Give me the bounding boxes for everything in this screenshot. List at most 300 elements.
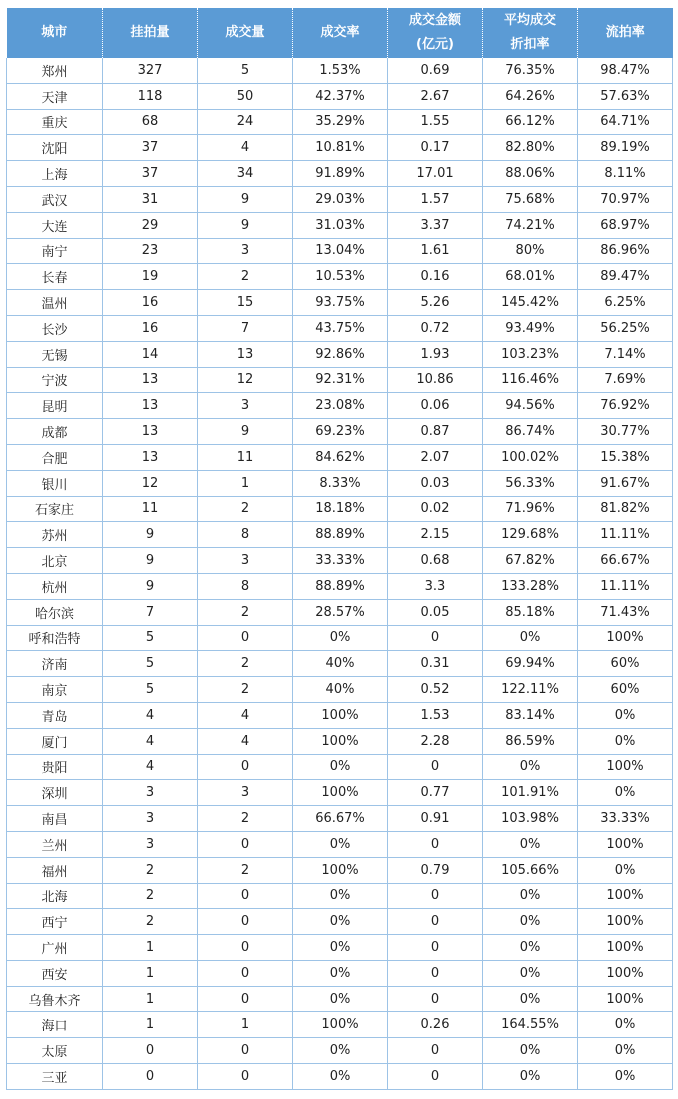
cell-unsold-rate: 98.47% bbox=[578, 58, 673, 83]
cell-city: 苏州 bbox=[7, 522, 103, 548]
cell-city: 海口 bbox=[7, 1012, 103, 1038]
cell-listed-count: 12 bbox=[103, 470, 198, 496]
cell-deal-count: 2 bbox=[198, 651, 293, 677]
city-auction-table bbox=[6, 8, 673, 1090]
cell-deal-amount: 1.61 bbox=[388, 238, 483, 264]
cell-listed-count: 5 bbox=[103, 651, 198, 677]
header-label-line: 挂拍量 bbox=[130, 25, 170, 40]
cell-listed-count: 31 bbox=[103, 186, 198, 212]
cell-avg-discount-rate: 145.42% bbox=[483, 290, 578, 316]
cell-deal-amount: 0.69 bbox=[388, 58, 483, 83]
cell-listed-count: 16 bbox=[103, 315, 198, 341]
cell-deal-rate: 0% bbox=[293, 754, 388, 780]
cell-deal-rate: 100% bbox=[293, 728, 388, 754]
cell-deal-count: 7 bbox=[198, 315, 293, 341]
cell-deal-amount: 2.07 bbox=[388, 444, 483, 470]
cell-avg-discount-rate: 105.66% bbox=[483, 857, 578, 883]
table-row bbox=[7, 419, 673, 445]
cell-deal-amount: 0.05 bbox=[388, 599, 483, 625]
table-row bbox=[7, 986, 673, 1012]
cell-unsold-rate: 60% bbox=[578, 651, 673, 677]
cell-city: 三亚 bbox=[7, 1064, 103, 1090]
cell-avg-discount-rate: 88.06% bbox=[483, 161, 578, 187]
table-row bbox=[7, 1064, 673, 1090]
cell-unsold-rate: 57.63% bbox=[578, 83, 673, 109]
cell-avg-discount-rate: 83.14% bbox=[483, 702, 578, 728]
cell-deal-count: 9 bbox=[198, 419, 293, 445]
cell-unsold-rate: 7.14% bbox=[578, 341, 673, 367]
cell-city: 南昌 bbox=[7, 806, 103, 832]
cell-deal-rate: 69.23% bbox=[293, 419, 388, 445]
cell-deal-rate: 84.62% bbox=[293, 444, 388, 470]
cell-deal-count: 1 bbox=[198, 470, 293, 496]
table-row bbox=[7, 367, 673, 393]
table-row bbox=[7, 109, 673, 135]
cell-city: 昆明 bbox=[7, 393, 103, 419]
cell-deal-amount: 2.28 bbox=[388, 728, 483, 754]
cell-listed-count: 4 bbox=[103, 728, 198, 754]
table-row bbox=[7, 58, 673, 83]
cell-avg-discount-rate: 93.49% bbox=[483, 315, 578, 341]
cell-deal-count: 34 bbox=[198, 161, 293, 187]
cell-city: 深圳 bbox=[7, 780, 103, 806]
cell-deal-amount: 0.79 bbox=[388, 857, 483, 883]
cell-deal-amount: 3.3 bbox=[388, 573, 483, 599]
cell-deal-amount: 1.55 bbox=[388, 109, 483, 135]
cell-avg-discount-rate: 101.91% bbox=[483, 780, 578, 806]
table-body bbox=[7, 58, 673, 1089]
cell-city: 武汉 bbox=[7, 186, 103, 212]
cell-deal-amount: 5.26 bbox=[388, 290, 483, 316]
table-row bbox=[7, 909, 673, 935]
cell-unsold-rate: 100% bbox=[578, 986, 673, 1012]
table-row bbox=[7, 522, 673, 548]
table-row bbox=[7, 548, 673, 574]
table-row bbox=[7, 83, 673, 109]
table-row bbox=[7, 857, 673, 883]
cell-deal-count: 0 bbox=[198, 960, 293, 986]
cell-deal-amount: 17.01 bbox=[388, 161, 483, 187]
cell-avg-discount-rate: 0% bbox=[483, 625, 578, 651]
cell-deal-count: 0 bbox=[198, 935, 293, 961]
cell-deal-count: 0 bbox=[198, 883, 293, 909]
cell-avg-discount-rate: 0% bbox=[483, 754, 578, 780]
cell-city: 太原 bbox=[7, 1038, 103, 1064]
table-row bbox=[7, 831, 673, 857]
cell-city: 杭州 bbox=[7, 573, 103, 599]
cell-deal-amount: 0 bbox=[388, 909, 483, 935]
cell-avg-discount-rate: 82.80% bbox=[483, 135, 578, 161]
cell-avg-discount-rate: 69.94% bbox=[483, 651, 578, 677]
table-row bbox=[7, 238, 673, 264]
cell-deal-amount: 0.68 bbox=[388, 548, 483, 574]
cell-deal-amount: 0 bbox=[388, 1038, 483, 1064]
cell-avg-discount-rate: 64.26% bbox=[483, 83, 578, 109]
table-row bbox=[7, 444, 673, 470]
cell-unsold-rate: 15.38% bbox=[578, 444, 673, 470]
cell-deal-rate: 0% bbox=[293, 909, 388, 935]
cell-deal-amount: 0.72 bbox=[388, 315, 483, 341]
cell-listed-count: 19 bbox=[103, 264, 198, 290]
cell-city: 西宁 bbox=[7, 909, 103, 935]
cell-listed-count: 3 bbox=[103, 780, 198, 806]
cell-listed-count: 2 bbox=[103, 857, 198, 883]
cell-city: 宁波 bbox=[7, 367, 103, 393]
cell-city: 石家庄 bbox=[7, 496, 103, 522]
cell-avg-discount-rate: 164.55% bbox=[483, 1012, 578, 1038]
cell-city: 贵阳 bbox=[7, 754, 103, 780]
cell-deal-rate: 100% bbox=[293, 857, 388, 883]
cell-deal-amount: 0 bbox=[388, 1064, 483, 1090]
cell-deal-rate: 18.18% bbox=[293, 496, 388, 522]
cell-listed-count: 5 bbox=[103, 677, 198, 703]
cell-city: 温州 bbox=[7, 290, 103, 316]
cell-avg-discount-rate: 56.33% bbox=[483, 470, 578, 496]
cell-deal-count: 8 bbox=[198, 573, 293, 599]
cell-unsold-rate: 100% bbox=[578, 831, 673, 857]
cell-avg-discount-rate: 66.12% bbox=[483, 109, 578, 135]
cell-deal-count: 8 bbox=[198, 522, 293, 548]
cell-avg-discount-rate: 80% bbox=[483, 238, 578, 264]
cell-deal-count: 2 bbox=[198, 496, 293, 522]
cell-deal-count: 4 bbox=[198, 702, 293, 728]
cell-deal-rate: 0% bbox=[293, 986, 388, 1012]
cell-deal-count: 0 bbox=[198, 625, 293, 651]
cell-deal-amount: 0.52 bbox=[388, 677, 483, 703]
table-row bbox=[7, 754, 673, 780]
cell-unsold-rate: 8.11% bbox=[578, 161, 673, 187]
header-deal-rate bbox=[293, 8, 388, 58]
header-label-line: 平均成交 bbox=[503, 13, 556, 28]
cell-unsold-rate: 0% bbox=[578, 780, 673, 806]
cell-avg-discount-rate: 0% bbox=[483, 960, 578, 986]
cell-listed-count: 5 bbox=[103, 625, 198, 651]
cell-deal-rate: 0% bbox=[293, 831, 388, 857]
header-row bbox=[7, 8, 673, 58]
header-label-line: (亿元) bbox=[416, 37, 454, 52]
cell-deal-count: 2 bbox=[198, 857, 293, 883]
cell-unsold-rate: 33.33% bbox=[578, 806, 673, 832]
cell-listed-count: 2 bbox=[103, 909, 198, 935]
cell-deal-count: 3 bbox=[198, 548, 293, 574]
cell-unsold-rate: 76.92% bbox=[578, 393, 673, 419]
cell-deal-amount: 0 bbox=[388, 986, 483, 1012]
table-row bbox=[7, 883, 673, 909]
cell-city: 厦门 bbox=[7, 728, 103, 754]
cell-deal-amount: 0 bbox=[388, 754, 483, 780]
table-row bbox=[7, 470, 673, 496]
cell-listed-count: 3 bbox=[103, 831, 198, 857]
cell-unsold-rate: 0% bbox=[578, 1064, 673, 1090]
table-header bbox=[7, 8, 673, 58]
cell-unsold-rate: 11.11% bbox=[578, 573, 673, 599]
table-row bbox=[7, 212, 673, 238]
cell-deal-amount: 0.87 bbox=[388, 419, 483, 445]
cell-deal-rate: 88.89% bbox=[293, 573, 388, 599]
cell-city: 沈阳 bbox=[7, 135, 103, 161]
cell-deal-count: 3 bbox=[198, 238, 293, 264]
cell-unsold-rate: 0% bbox=[578, 857, 673, 883]
cell-avg-discount-rate: 116.46% bbox=[483, 367, 578, 393]
table-row bbox=[7, 341, 673, 367]
cell-unsold-rate: 64.71% bbox=[578, 109, 673, 135]
cell-unsold-rate: 86.96% bbox=[578, 238, 673, 264]
cell-listed-count: 7 bbox=[103, 599, 198, 625]
cell-avg-discount-rate: 86.74% bbox=[483, 419, 578, 445]
cell-unsold-rate: 71.43% bbox=[578, 599, 673, 625]
cell-deal-rate: 0% bbox=[293, 1064, 388, 1090]
cell-avg-discount-rate: 0% bbox=[483, 909, 578, 935]
cell-listed-count: 0 bbox=[103, 1038, 198, 1064]
header-label-line: 城市 bbox=[41, 25, 68, 40]
cell-deal-count: 11 bbox=[198, 444, 293, 470]
cell-avg-discount-rate: 103.98% bbox=[483, 806, 578, 832]
cell-city: 广州 bbox=[7, 935, 103, 961]
table-row bbox=[7, 290, 673, 316]
cell-listed-count: 2 bbox=[103, 883, 198, 909]
header-deal-amount bbox=[388, 8, 483, 58]
cell-deal-rate: 10.81% bbox=[293, 135, 388, 161]
cell-deal-amount: 0.06 bbox=[388, 393, 483, 419]
cell-deal-rate: 0% bbox=[293, 625, 388, 651]
cell-deal-count: 50 bbox=[198, 83, 293, 109]
header-label-line: 流拍率 bbox=[605, 25, 645, 40]
cell-listed-count: 118 bbox=[103, 83, 198, 109]
cell-deal-rate: 35.29% bbox=[293, 109, 388, 135]
cell-listed-count: 13 bbox=[103, 393, 198, 419]
cell-deal-amount: 0.26 bbox=[388, 1012, 483, 1038]
cell-unsold-rate: 70.97% bbox=[578, 186, 673, 212]
cell-listed-count: 1 bbox=[103, 986, 198, 1012]
cell-city: 福州 bbox=[7, 857, 103, 883]
cell-deal-rate: 8.33% bbox=[293, 470, 388, 496]
cell-deal-amount: 0.03 bbox=[388, 470, 483, 496]
cell-deal-count: 0 bbox=[198, 831, 293, 857]
cell-unsold-rate: 11.11% bbox=[578, 522, 673, 548]
cell-city: 青岛 bbox=[7, 702, 103, 728]
cell-city: 西安 bbox=[7, 960, 103, 986]
cell-deal-rate: 13.04% bbox=[293, 238, 388, 264]
cell-unsold-rate: 89.47% bbox=[578, 264, 673, 290]
cell-avg-discount-rate: 122.11% bbox=[483, 677, 578, 703]
cell-avg-discount-rate: 133.28% bbox=[483, 573, 578, 599]
cell-deal-count: 5 bbox=[198, 58, 293, 83]
table-row bbox=[7, 599, 673, 625]
header-label-line: 折扣率 bbox=[510, 37, 550, 52]
cell-deal-amount: 0 bbox=[388, 960, 483, 986]
cell-city: 南宁 bbox=[7, 238, 103, 264]
cell-avg-discount-rate: 67.82% bbox=[483, 548, 578, 574]
cell-unsold-rate: 0% bbox=[578, 728, 673, 754]
header-deal-count bbox=[198, 8, 293, 58]
cell-city: 兰州 bbox=[7, 831, 103, 857]
cell-deal-amount: 0 bbox=[388, 935, 483, 961]
cell-listed-count: 327 bbox=[103, 58, 198, 83]
cell-deal-rate: 33.33% bbox=[293, 548, 388, 574]
cell-city: 哈尔滨 bbox=[7, 599, 103, 625]
cell-deal-rate: 40% bbox=[293, 677, 388, 703]
table-row bbox=[7, 728, 673, 754]
cell-listed-count: 29 bbox=[103, 212, 198, 238]
table-row bbox=[7, 702, 673, 728]
cell-listed-count: 68 bbox=[103, 109, 198, 135]
cell-city: 呼和浩特 bbox=[7, 625, 103, 651]
cell-unsold-rate: 60% bbox=[578, 677, 673, 703]
cell-unsold-rate: 56.25% bbox=[578, 315, 673, 341]
cell-deal-amount: 1.93 bbox=[388, 341, 483, 367]
cell-city: 郑州 bbox=[7, 58, 103, 83]
cell-deal-count: 3 bbox=[198, 393, 293, 419]
cell-deal-rate: 29.03% bbox=[293, 186, 388, 212]
cell-avg-discount-rate: 0% bbox=[483, 935, 578, 961]
cell-listed-count: 13 bbox=[103, 367, 198, 393]
cell-deal-count: 2 bbox=[198, 677, 293, 703]
cell-city: 南京 bbox=[7, 677, 103, 703]
cell-city: 北京 bbox=[7, 548, 103, 574]
cell-city: 银川 bbox=[7, 470, 103, 496]
cell-listed-count: 37 bbox=[103, 135, 198, 161]
cell-deal-rate: 100% bbox=[293, 1012, 388, 1038]
cell-listed-count: 14 bbox=[103, 341, 198, 367]
table-row bbox=[7, 393, 673, 419]
table-row bbox=[7, 573, 673, 599]
cell-listed-count: 16 bbox=[103, 290, 198, 316]
cell-unsold-rate: 7.69% bbox=[578, 367, 673, 393]
cell-unsold-rate: 66.67% bbox=[578, 548, 673, 574]
cell-avg-discount-rate: 71.96% bbox=[483, 496, 578, 522]
cell-deal-amount: 0.91 bbox=[388, 806, 483, 832]
cell-listed-count: 23 bbox=[103, 238, 198, 264]
cell-listed-count: 4 bbox=[103, 702, 198, 728]
cell-listed-count: 37 bbox=[103, 161, 198, 187]
cell-deal-rate: 66.67% bbox=[293, 806, 388, 832]
header-avg-discount-rate bbox=[483, 8, 578, 58]
table-row bbox=[7, 625, 673, 651]
cell-avg-discount-rate: 0% bbox=[483, 986, 578, 1012]
cell-unsold-rate: 30.77% bbox=[578, 419, 673, 445]
cell-city: 乌鲁木齐 bbox=[7, 986, 103, 1012]
cell-unsold-rate: 6.25% bbox=[578, 290, 673, 316]
table-row bbox=[7, 496, 673, 522]
cell-unsold-rate: 100% bbox=[578, 935, 673, 961]
cell-deal-rate: 88.89% bbox=[293, 522, 388, 548]
cell-unsold-rate: 0% bbox=[578, 702, 673, 728]
cell-avg-discount-rate: 0% bbox=[483, 831, 578, 857]
cell-deal-rate: 0% bbox=[293, 935, 388, 961]
cell-listed-count: 9 bbox=[103, 573, 198, 599]
cell-listed-count: 4 bbox=[103, 754, 198, 780]
cell-listed-count: 11 bbox=[103, 496, 198, 522]
cell-deal-rate: 100% bbox=[293, 780, 388, 806]
cell-deal-rate: 91.89% bbox=[293, 161, 388, 187]
cell-listed-count: 13 bbox=[103, 444, 198, 470]
cell-deal-amount: 3.37 bbox=[388, 212, 483, 238]
cell-deal-amount: 0 bbox=[388, 625, 483, 651]
table-row bbox=[7, 960, 673, 986]
cell-deal-amount: 0.77 bbox=[388, 780, 483, 806]
table-row bbox=[7, 161, 673, 187]
cell-deal-count: 0 bbox=[198, 909, 293, 935]
header-city bbox=[7, 8, 103, 58]
cell-city: 济南 bbox=[7, 651, 103, 677]
cell-listed-count: 1 bbox=[103, 935, 198, 961]
table-row bbox=[7, 1038, 673, 1064]
table-row bbox=[7, 677, 673, 703]
header-unsold-rate bbox=[578, 8, 673, 58]
cell-deal-rate: 92.86% bbox=[293, 341, 388, 367]
cell-unsold-rate: 0% bbox=[578, 1038, 673, 1064]
cell-deal-rate: 0% bbox=[293, 1038, 388, 1064]
cell-avg-discount-rate: 76.35% bbox=[483, 58, 578, 83]
table-row bbox=[7, 264, 673, 290]
cell-deal-amount: 2.15 bbox=[388, 522, 483, 548]
table-row bbox=[7, 1012, 673, 1038]
cell-deal-rate: 31.03% bbox=[293, 212, 388, 238]
cell-unsold-rate: 81.82% bbox=[578, 496, 673, 522]
cell-deal-count: 0 bbox=[198, 1064, 293, 1090]
cell-deal-rate: 10.53% bbox=[293, 264, 388, 290]
cell-avg-discount-rate: 94.56% bbox=[483, 393, 578, 419]
cell-deal-count: 0 bbox=[198, 1038, 293, 1064]
cell-deal-count: 3 bbox=[198, 780, 293, 806]
cell-city: 成都 bbox=[7, 419, 103, 445]
cell-deal-count: 2 bbox=[198, 806, 293, 832]
cell-unsold-rate: 91.67% bbox=[578, 470, 673, 496]
cell-deal-amount: 0 bbox=[388, 883, 483, 909]
cell-listed-count: 13 bbox=[103, 419, 198, 445]
cell-deal-count: 15 bbox=[198, 290, 293, 316]
cell-deal-rate: 23.08% bbox=[293, 393, 388, 419]
cell-city: 北海 bbox=[7, 883, 103, 909]
cell-deal-rate: 1.53% bbox=[293, 58, 388, 83]
header-listed-count bbox=[103, 8, 198, 58]
header-label-line: 成交量 bbox=[225, 25, 265, 40]
cell-listed-count: 9 bbox=[103, 522, 198, 548]
cell-avg-discount-rate: 0% bbox=[483, 883, 578, 909]
cell-deal-count: 9 bbox=[198, 212, 293, 238]
cell-city: 大连 bbox=[7, 212, 103, 238]
cell-avg-discount-rate: 68.01% bbox=[483, 264, 578, 290]
cell-avg-discount-rate: 103.23% bbox=[483, 341, 578, 367]
cell-listed-count: 0 bbox=[103, 1064, 198, 1090]
cell-city: 重庆 bbox=[7, 109, 103, 135]
cell-deal-rate: 0% bbox=[293, 960, 388, 986]
table-row bbox=[7, 315, 673, 341]
cell-unsold-rate: 100% bbox=[578, 960, 673, 986]
header-label-line: 成交率 bbox=[320, 25, 360, 40]
cell-deal-amount: 10.86 bbox=[388, 367, 483, 393]
cell-deal-count: 0 bbox=[198, 986, 293, 1012]
cell-deal-amount: 0.17 bbox=[388, 135, 483, 161]
cell-city: 无锡 bbox=[7, 341, 103, 367]
cell-deal-count: 4 bbox=[198, 135, 293, 161]
cell-avg-discount-rate: 75.68% bbox=[483, 186, 578, 212]
cell-unsold-rate: 100% bbox=[578, 883, 673, 909]
table-row bbox=[7, 935, 673, 961]
cell-avg-discount-rate: 0% bbox=[483, 1064, 578, 1090]
cell-city: 天津 bbox=[7, 83, 103, 109]
cell-city: 合肥 bbox=[7, 444, 103, 470]
cell-unsold-rate: 0% bbox=[578, 1012, 673, 1038]
cell-city: 上海 bbox=[7, 161, 103, 187]
cell-listed-count: 1 bbox=[103, 1012, 198, 1038]
cell-deal-count: 0 bbox=[198, 754, 293, 780]
cell-deal-count: 13 bbox=[198, 341, 293, 367]
cell-deal-rate: 92.31% bbox=[293, 367, 388, 393]
cell-city: 长沙 bbox=[7, 315, 103, 341]
cell-deal-amount: 1.57 bbox=[388, 186, 483, 212]
table-row bbox=[7, 135, 673, 161]
